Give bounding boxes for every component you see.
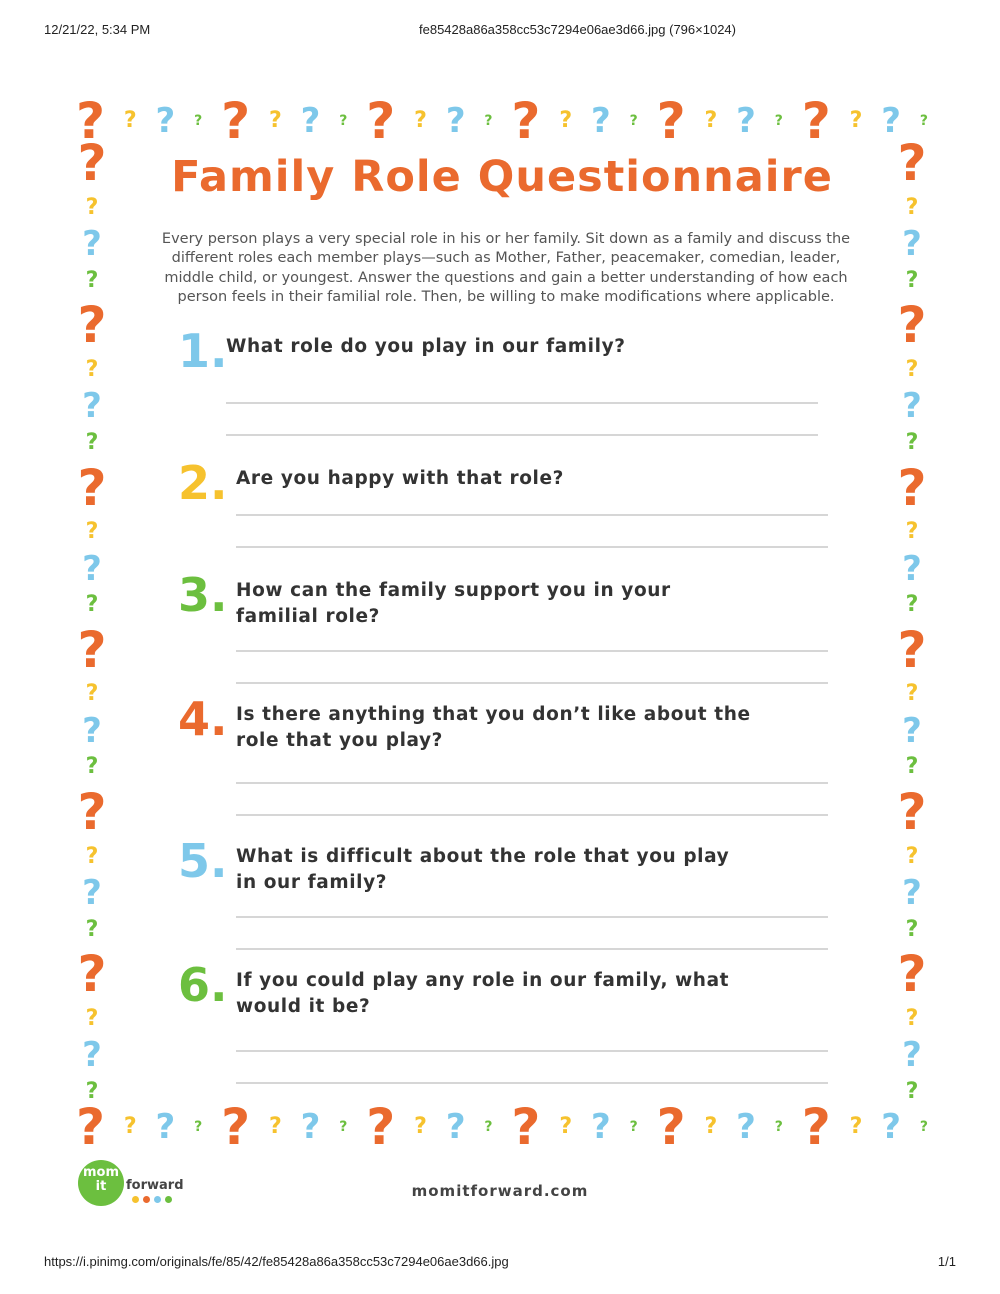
question-line: What role do you play in our family? (226, 336, 626, 357)
question-mark-icon: ? (85, 194, 99, 220)
question-line: in our family? (236, 872, 388, 893)
question-mark-icon: ? (77, 620, 107, 679)
question-text (236, 578, 826, 630)
intro-line: person feels in their familial role. Then, be willing to make modifications where applicable. (177, 288, 835, 305)
question-mark-icon: ? (339, 1119, 348, 1135)
question-number: 3. (178, 568, 228, 622)
question-mark-icon: ? (629, 1119, 638, 1135)
intro-text (136, 230, 876, 307)
worksheet-title: Family Role Questionnaire (171, 152, 833, 202)
question-mark-icon: ? (123, 108, 137, 133)
question-mark-icon: ? (155, 101, 176, 141)
question-mark-icon: ? (76, 92, 106, 150)
question-text (236, 968, 826, 1020)
question-line: familial role? (236, 606, 380, 627)
question-mark-icon: ? (905, 681, 919, 707)
question-mark-icon: ? (897, 783, 927, 841)
answer-line[interactable] (236, 650, 828, 652)
question-mark-icon: ? (897, 458, 927, 517)
question-mark-icon: ? (194, 1119, 203, 1135)
question-number: 2. (178, 456, 228, 510)
question-line: Is there anything that you don’t like about the (236, 704, 751, 725)
question-mark-icon: ? (300, 1107, 321, 1147)
question-mark-icon: ? (85, 1078, 99, 1103)
question-mark-icon: ? (85, 267, 99, 293)
question-mark-icon: ? (902, 710, 922, 751)
border-left (70, 138, 114, 1103)
question-mark-icon: ? (82, 1035, 102, 1076)
question-mark-icon: ? (656, 1098, 686, 1156)
question-mark-icon: ? (590, 1107, 611, 1147)
question-mark-icon: ? (897, 945, 927, 1004)
question-mark-icon: ? (905, 519, 919, 545)
question-mark-icon: ? (897, 138, 927, 192)
question-mark-icon: ? (511, 1098, 541, 1156)
intro-line: different roles each member plays—such as Mother, Father, peacemaker, comedian, leader, (171, 250, 841, 267)
question-mark-icon: ? (300, 101, 321, 141)
question-mark-icon: ? (414, 108, 427, 133)
question-mark-icon: ? (221, 92, 251, 150)
question-mark-icon: ? (77, 138, 107, 192)
question-mark-icon: ? (414, 1114, 427, 1139)
question-mark-icon: ? (919, 113, 928, 129)
question-mark-icon: ? (559, 1114, 573, 1139)
logo-word: it (95, 1179, 107, 1194)
logo-word: mom (82, 1165, 120, 1180)
print-datetime: 12/21/22, 5:34 PM (44, 22, 151, 37)
question-mark-icon: ? (881, 1107, 901, 1147)
answer-line[interactable] (236, 948, 828, 950)
question-mark-icon: ? (849, 1114, 863, 1139)
answer-line[interactable] (236, 514, 828, 516)
print-url: https://i.pinimg.com/originals/fe/85/42/fe85428a86a358cc53c7294e06ae3d66.jpg (44, 1254, 509, 1269)
question-mark-icon: ? (77, 945, 107, 1004)
question-mark-icon: ? (905, 429, 919, 455)
question-mark-icon: ? (85, 356, 99, 382)
answer-line[interactable] (236, 916, 828, 918)
question-mark-icon: ? (774, 113, 783, 129)
question-mark-icon: ? (194, 113, 203, 129)
worksheet (66, 88, 938, 1218)
answer-line[interactable] (236, 1082, 828, 1084)
answer-line[interactable] (236, 682, 828, 684)
border-bottom (66, 1098, 938, 1156)
answer-line[interactable] (236, 546, 828, 548)
question-mark-icon: ? (82, 873, 102, 914)
question-mark-icon: ? (366, 1098, 396, 1156)
question-mark-icon: ? (902, 386, 922, 427)
question-mark-icon: ? (269, 108, 282, 133)
border-right (890, 138, 934, 1103)
question-mark-icon: ? (339, 113, 348, 129)
print-footer (44, 1254, 956, 1269)
question-text (236, 466, 826, 492)
question-mark-icon: ? (801, 92, 831, 150)
question-mark-icon: ? (123, 1114, 137, 1139)
question-line: Are you happy with that role? (236, 468, 564, 489)
question-mark-icon: ? (445, 101, 466, 141)
question-number: 4. (178, 692, 228, 746)
question-mark-icon: ? (902, 224, 922, 265)
question-mark-icon: ? (801, 1098, 831, 1156)
question-mark-icon: ? (445, 1107, 466, 1147)
question-mark-icon: ? (905, 1078, 919, 1103)
question-mark-icon: ? (902, 873, 922, 914)
question-text (236, 844, 826, 896)
intro-line: Every person plays a very special role in his or her family. Sit down as a family and discuss the (161, 231, 851, 247)
question-line: would it be? (236, 996, 371, 1017)
question-mark-icon: ? (77, 458, 107, 517)
question-mark-icon: ? (82, 386, 102, 427)
answer-line[interactable] (236, 782, 828, 784)
question-line: role that you play? (236, 730, 444, 751)
question-mark-icon: ? (484, 113, 493, 129)
question-mark-icon: ? (221, 1098, 251, 1156)
question-mark-icon: ? (155, 1107, 176, 1147)
question-mark-icon: ? (77, 296, 107, 355)
question-mark-icon: ? (905, 843, 919, 869)
question-mark-icon: ? (269, 1114, 282, 1139)
question-mark-icon: ? (484, 1119, 493, 1135)
question-text (226, 334, 816, 360)
question-mark-icon: ? (82, 710, 102, 751)
answer-line[interactable] (226, 434, 818, 436)
question-mark-icon: ? (85, 519, 99, 545)
question-mark-icon: ? (704, 108, 718, 133)
question-mark-icon: ? (85, 1005, 99, 1031)
question-mark-icon: ? (85, 681, 99, 707)
intro-line: middle child, or youngest. Answer the questions and gain a better understanding of how each (164, 269, 848, 286)
border-top (66, 92, 938, 150)
question-mark-icon: ? (919, 1119, 928, 1135)
answer-line[interactable] (226, 402, 818, 404)
print-image-title: fe85428a86a358cc53c7294e06ae3d66.jpg (796×1024) (419, 22, 736, 37)
question-mark-icon: ? (905, 754, 919, 780)
question-mark-icon: ? (897, 296, 927, 355)
answer-line[interactable] (236, 814, 828, 816)
question-mark-icon: ? (905, 1005, 919, 1031)
question-mark-icon: ? (85, 843, 99, 869)
question-mark-icon: ? (590, 101, 611, 141)
answer-line[interactable] (236, 1050, 828, 1052)
question-line: What is difficult about the role that you play (236, 846, 730, 867)
question-number: 1. (178, 324, 228, 378)
question-mark-icon: ? (85, 916, 99, 942)
question-mark-icon: ? (905, 356, 919, 382)
question-mark-icon: ? (85, 592, 99, 618)
question-mark-icon: ? (736, 1107, 756, 1147)
question-mark-icon: ? (881, 101, 901, 141)
question-mark-icon: ? (736, 101, 756, 141)
question-mark-icon: ? (905, 916, 919, 942)
question-mark-icon: ? (902, 548, 922, 589)
question-mark-icon: ? (511, 92, 541, 150)
question-mark-icon: ? (849, 108, 863, 133)
question-mark-icon: ? (905, 592, 919, 618)
question-mark-icon: ? (774, 1119, 783, 1135)
question-mark-icon: ? (656, 92, 686, 150)
website-link[interactable]: momitforward.com (411, 1182, 589, 1200)
question-mark-icon: ? (905, 194, 919, 220)
question-mark-icon: ? (82, 548, 102, 589)
question-mark-icon: ? (77, 783, 107, 841)
question-mark-icon: ? (905, 267, 919, 293)
question-mark-icon: ? (85, 754, 99, 780)
question-text (236, 702, 826, 754)
question-mark-icon: ? (76, 1098, 106, 1156)
question-number: 6. (178, 958, 228, 1012)
print-page-number: 1/1 (937, 1254, 956, 1269)
question-number: 5. (178, 834, 228, 888)
question-mark-icon: ? (629, 113, 638, 129)
question-line: If you could play any role in our family, what (236, 970, 730, 991)
question-mark-icon: ? (902, 1035, 922, 1076)
logo-tag: forward (126, 1178, 184, 1193)
question-mark-icon: ? (559, 108, 573, 133)
question-mark-icon: ? (85, 429, 99, 455)
question-mark-icon: ? (897, 620, 927, 679)
question-mark-icon: ? (704, 1114, 718, 1139)
question-line: How can the family support you in your (236, 580, 671, 601)
question-mark-icon: ? (366, 92, 396, 150)
question-mark-icon: ? (82, 224, 102, 265)
print-header (44, 22, 956, 37)
